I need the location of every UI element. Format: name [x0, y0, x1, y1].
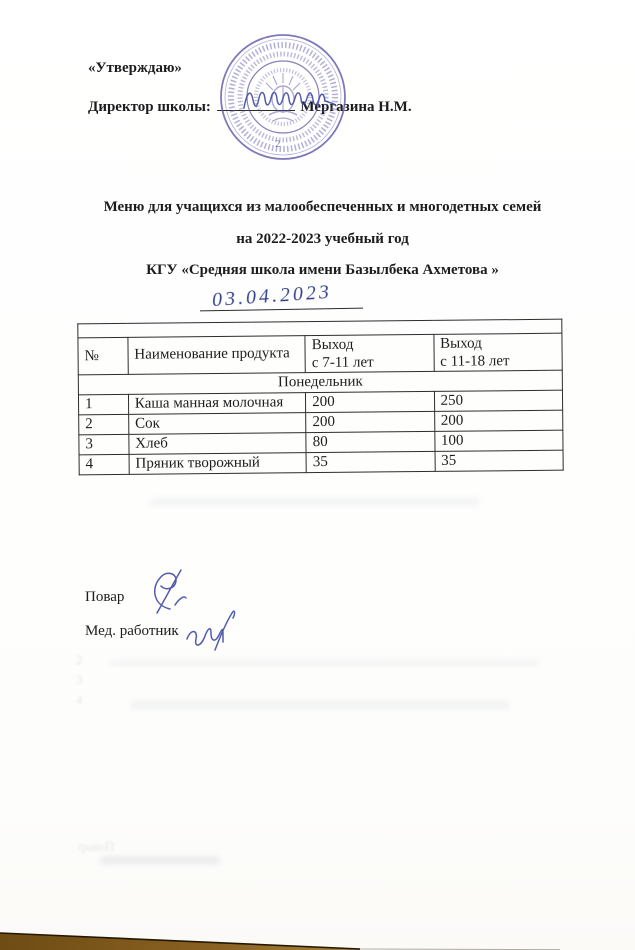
product-name: Каша манная молочная: [128, 393, 306, 415]
product-name: Пряник творожный: [129, 453, 307, 475]
output-11-18-line1: Выход: [440, 335, 482, 352]
bleed-through-digit: 2: [76, 652, 83, 667]
bleed-through-digit: 3: [76, 672, 83, 687]
medical-worker-label: Мед. работник: [85, 623, 179, 639]
output-7-11-value: 200: [306, 411, 435, 432]
table-header-row: [78, 333, 562, 375]
output-11-18-line2: с 11-18 лет: [440, 353, 510, 370]
director-signature: [240, 78, 340, 118]
product-name: Хлеб: [129, 433, 307, 455]
menu-title: Меню для учащихся из малообеспеченных и многодетных семей: [103, 199, 542, 215]
col-header-output-7-11: [305, 334, 434, 372]
school-year: на 2022-2023 учебный год: [236, 231, 409, 247]
col-header-product: Наименование продукта: [128, 336, 306, 375]
medical-worker-signature: [182, 607, 238, 653]
menu-table: [77, 319, 563, 476]
row-number: 4: [79, 454, 129, 474]
approve-heading: «Утверждаю»: [88, 60, 182, 76]
director-name: Мергазина Н.М.: [300, 99, 412, 115]
scan-smudge: [100, 856, 220, 865]
col-header-output-11-18: [433, 333, 562, 371]
scan-smudge: [110, 660, 540, 666]
scan-smudge: [150, 498, 480, 506]
output-7-11-value: 200: [306, 391, 435, 412]
output-11-18-value: 35: [435, 450, 564, 471]
output-11-18-value: 250: [434, 390, 563, 411]
stamp-number: 2: [275, 138, 281, 150]
day-label: Понедельник: [78, 370, 562, 395]
row-number: 1: [78, 394, 128, 414]
school-name: КГУ «Средняя школа имени Базылбека Ахметова »: [146, 262, 499, 278]
product-name: Сок: [128, 413, 306, 435]
director-label: Директор школы:: [88, 99, 211, 115]
scan-background-edge: [0, 928, 635, 950]
col-header-number: №: [78, 337, 128, 374]
handwritten-date: 03.04.2023: [211, 280, 333, 312]
cook-label: Повар: [85, 589, 125, 605]
output-7-11-line1: Выход: [311, 336, 354, 354]
output-7-11-value: 35: [306, 451, 435, 472]
bleed-through-digit: 4: [76, 692, 83, 707]
row-number: 3: [79, 434, 129, 454]
output-7-11-line2: с 7-11 лет: [311, 354, 374, 372]
output-11-18-value: 100: [434, 430, 563, 451]
scan-smudge: [130, 700, 510, 710]
table-row: [79, 450, 563, 475]
output-7-11-value: 80: [306, 431, 435, 452]
output-11-18-value: 200: [434, 410, 563, 431]
bleed-through-text: Повар: [78, 840, 115, 855]
row-number: 2: [79, 414, 129, 434]
